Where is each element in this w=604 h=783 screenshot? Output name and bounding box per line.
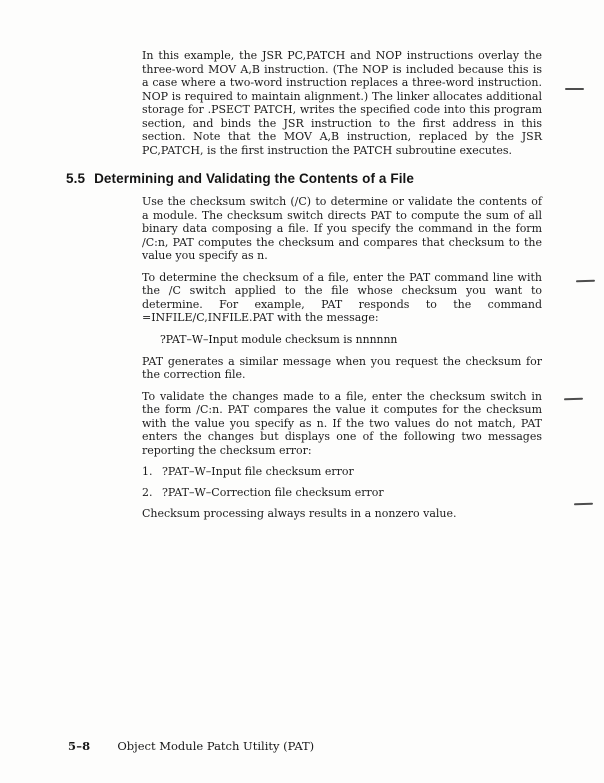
footer-book-title: Object Module Patch Utility (PAT) (117, 739, 315, 753)
change-bar-mark (574, 503, 593, 506)
list-item-number: 1. (142, 465, 153, 478)
section-heading (66, 171, 542, 186)
intro-paragraph: In this example, the JSR PC,PATCH and NOP instructions overlay the three-word MOV A,B instruction. (The NOP is included because this is a case where a two-word instruction replaces a three-word instruction. NOP is required to maintain alignment.) The linker allocates additional storage for .PSECT PATCH, writes the specified code into this program section, and binds the JSR instruction to the first address in this section. Note that the MOV A,B instruction, replaced by the JSR PC,PATCH, is the first instruction the PATCH subroutine executes. (142, 49, 542, 157)
section-number: 5.5 (66, 171, 86, 186)
change-bar-mark (576, 280, 595, 283)
determine-checksum-paragraph: To determine the checksum of a file, enter the PAT command line with the /C switch applied to the file whose checksum you want to determine. For example, PAT responds to the command =INFILE/C,INFILE.PAT with the message: (142, 270, 542, 324)
similar-message-paragraph: PAT generates a similar message when you request the checksum for the correction file. (142, 354, 542, 381)
page-footer (68, 740, 314, 753)
change-bar-mark (565, 88, 584, 90)
closing-paragraph: Checksum processing always results in a nonzero value. (142, 507, 457, 520)
checksum-overview-paragraph: Use the checksum switch (/C) to determine or validate the contents of a module. The checksum switch directs PAT to compute the sum of all binary data composing a file. If you specify the command in the form /C:n, PAT computes the checksum and compares that checksum to the value you specify as n. (142, 195, 542, 262)
error-message-list (142, 465, 542, 500)
section-title: Determining and Validating the Contents of a File (94, 171, 415, 186)
list-item-text: ?PAT–W–Input file checksum error (162, 465, 354, 478)
list-item-text: ?PAT–W–Correction file checksum error (162, 486, 384, 499)
system-message: ?PAT–W–Input module checksum is nnnnnn (160, 332, 398, 346)
text-column (66, 49, 542, 521)
validate-changes-paragraph: To validate the changes made to a file, enter the checksum switch in the form /C:n. PAT compares the value it computes for the checksum with the value you specify as n. If the two values do not match, PAT enters the changes but displays one of the following two messages reporting the checksum error: (142, 389, 542, 457)
footer-page-number: 5–8 (68, 739, 91, 753)
change-bar-mark (564, 398, 583, 401)
list-item-number: 2. (142, 486, 153, 499)
list-item (142, 465, 542, 479)
list-item (142, 486, 542, 500)
